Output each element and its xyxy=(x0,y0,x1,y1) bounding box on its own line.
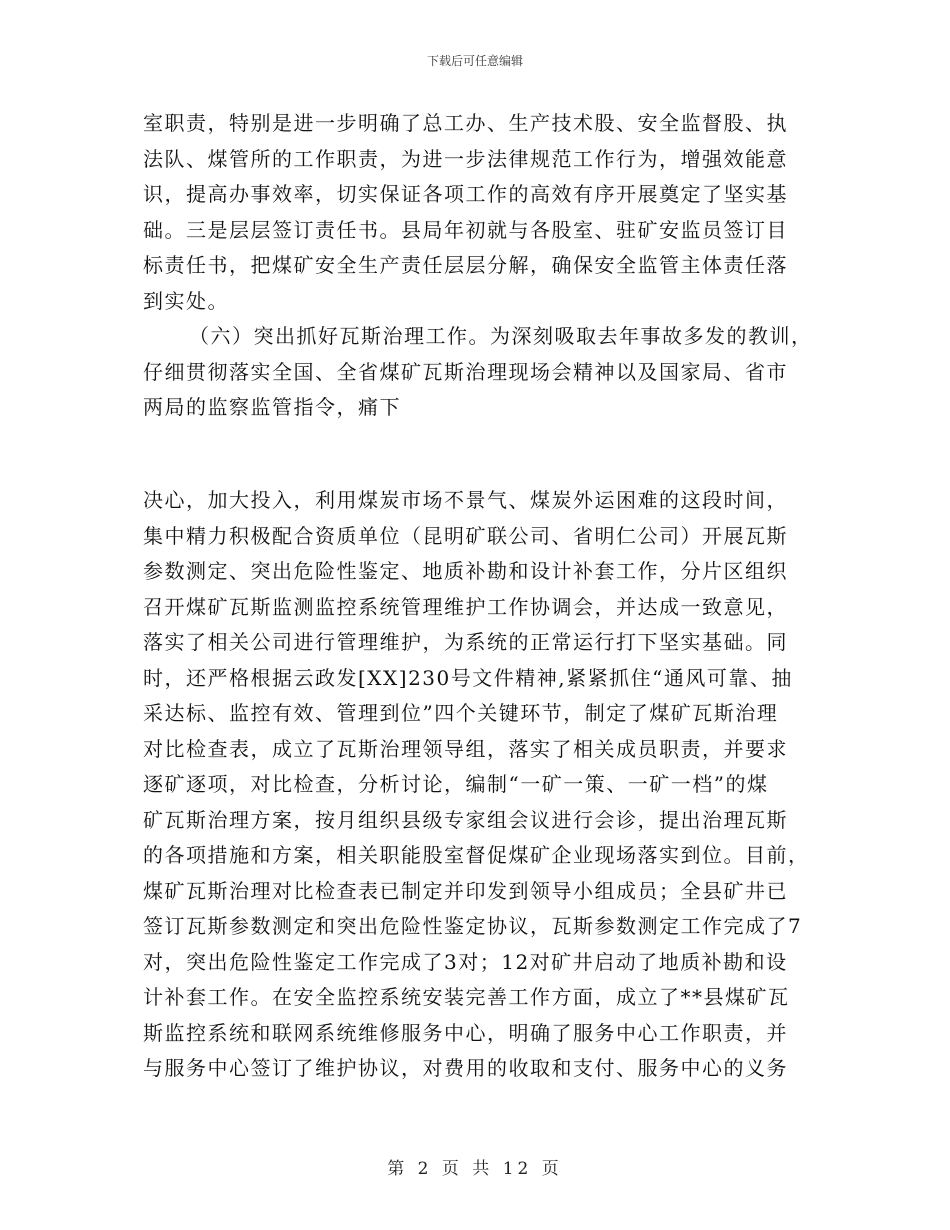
text-line: 采达标、监控有效、管理到位”四个关键环节，制定了煤矿瓦斯治理 xyxy=(143,701,779,725)
text-block-upper xyxy=(143,106,813,426)
text-line: 签订瓦斯参数测定和突出危险性鉴定协议，瓦斯参数测定工作完成了7 xyxy=(143,914,803,938)
text-line: 煤矿瓦斯治理对比检查表已制定并印发到领导小组成员；全县矿井已 xyxy=(143,878,788,903)
text-block-lower xyxy=(143,483,810,1087)
text-line: 参数测定、突出危险性鉴定、地质补勘和设计补套工作，分片区组织 xyxy=(143,559,788,583)
text-line: 矿瓦斯治理方案，按月组织县级专家组会议进行会诊，提出治理瓦斯 xyxy=(143,807,788,832)
text-line: 标责任书，把煤矿安全生产责任层层分解，确保安全监管主体责任落 xyxy=(143,253,788,277)
text-line: 计补套工作。在安全监控系统安装完善工作方面，成立了**县煤矿瓦 xyxy=(143,985,790,1009)
text-line: 对，突出危险性鉴定工作完成了3对；12对矿井启动了地质补勘和设 xyxy=(143,949,788,974)
text-line: 仔细贯彻落实全国、全省煤矿瓦斯治理现场会精神以及国家局、省市 xyxy=(143,359,788,384)
text-line: 法队、煤管所的工作职责，为进一步法律规范工作行为，增强效能意 xyxy=(143,146,788,171)
page-header: 下载后可任意编辑 xyxy=(426,54,523,68)
text-line: 斯监控系统和联网系统维修服务中心，明确了服务中心工作职责，并 xyxy=(143,1020,788,1045)
text-line: 逐矿逐项，对比检查，分析讨论，编制“一矿一策、一矿一档”的煤 xyxy=(143,772,769,796)
text-line: 两局的监察监管指令，痛下 xyxy=(143,395,401,419)
text-line: 落实了相关公司进行管理维护，为系统的正常运行打下坚实基础。同 xyxy=(143,630,788,654)
text-line: 与服务中心签订了维护协议，对费用的收取和支付、服务中心的义务 xyxy=(143,1056,788,1080)
text-line: 决心，加大投入，利用煤炭市场不景气、煤炭外运困难的这段时间， xyxy=(143,488,788,512)
text-line: 召开煤矿瓦斯监测监控系统管理维护工作协调会，并达成一致意见， xyxy=(143,594,788,619)
text-line: 识，提高办事效率，切实保证各项工作的高效有序开展奠定了坚实基 xyxy=(143,182,788,206)
text-line: 时，还严格根据云政发[XX]230号文件精神,紧紧抓住“通风可靠、抽 xyxy=(143,665,793,690)
page-number-footer: 第 2 页 共 12 页 xyxy=(387,1159,563,1179)
section-heading-line: （六）突出抓好瓦斯治理工作。为深刻吸取去年事故多发的教训， xyxy=(189,324,813,348)
text-line: 的各项措施和方案，相关职能股室督促煤矿企业现场落实到位。目前， xyxy=(143,843,810,867)
text-line: 到实处。 xyxy=(143,288,229,313)
text-line: 室职责，特别是进一步明确了总工办、生产技术股、安全监督股、执 xyxy=(143,111,788,135)
text-line: 对比检查表，成立了瓦斯治理领导组，落实了相关成员职责，并要求 xyxy=(143,736,788,761)
text-line: 集中精力积极配合资质单位（昆明矿联公司、省明仁公司）开展瓦斯 xyxy=(143,523,788,548)
text-line: 础。三是层层签订责任书。县局年初就与各股室、驻矿安监员签订目 xyxy=(143,217,788,242)
